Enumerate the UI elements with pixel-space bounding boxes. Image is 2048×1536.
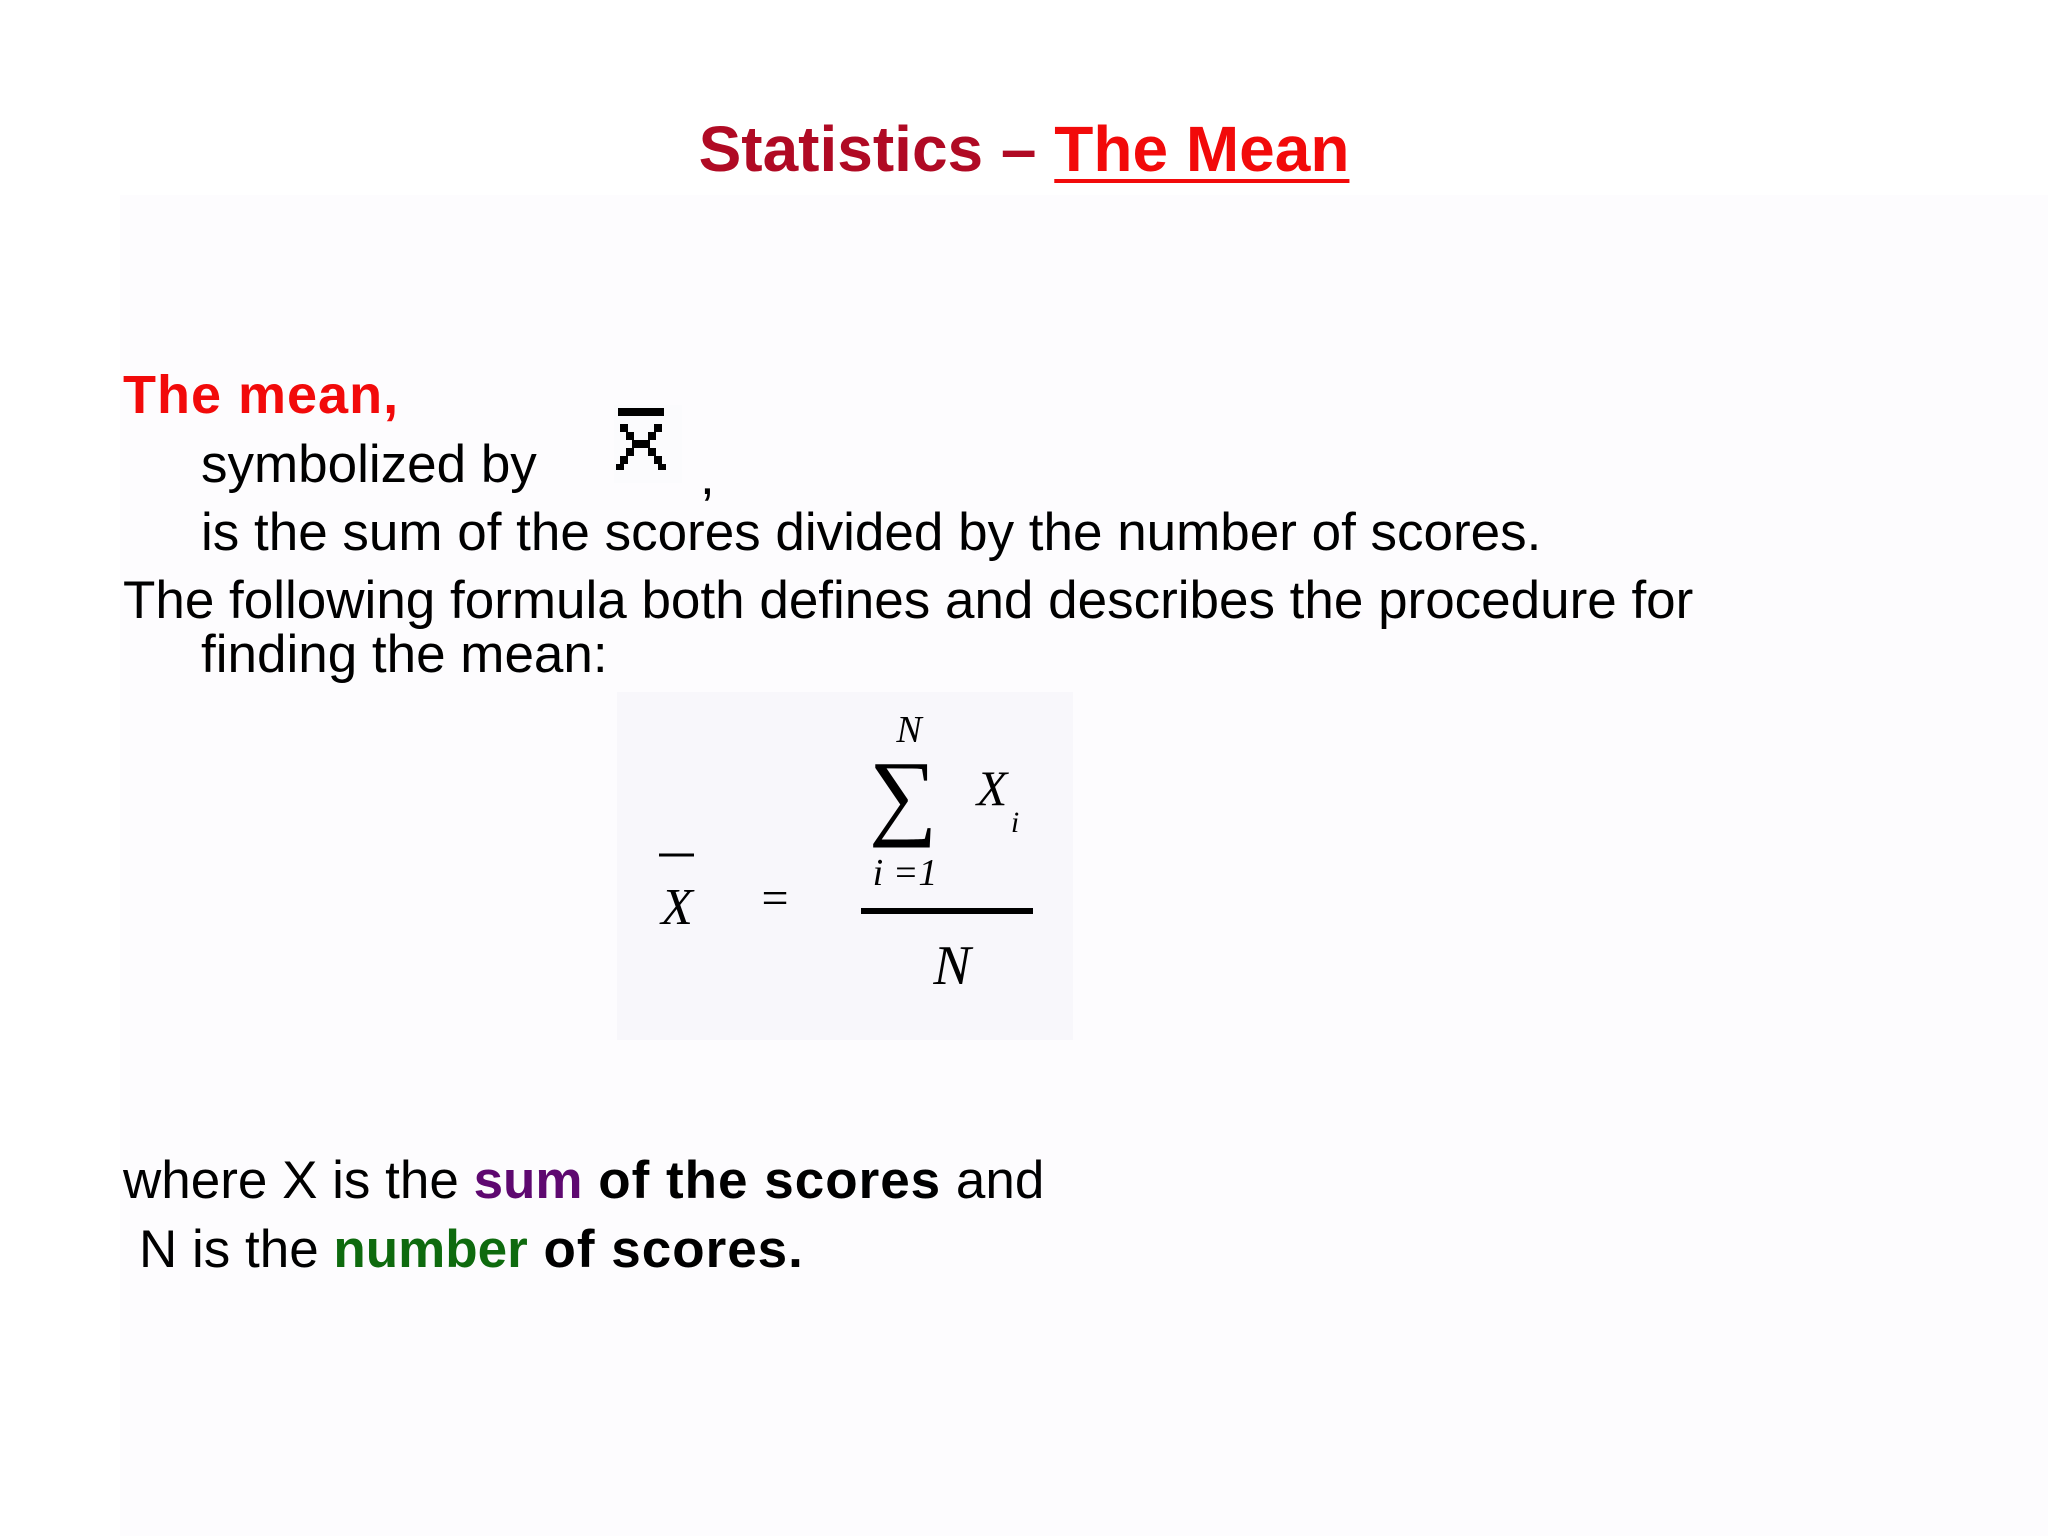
summand: X (976, 760, 1008, 816)
symbol-comma: , (700, 447, 715, 506)
formula-lhs: X (661, 879, 693, 936)
slide-content-panel (120, 195, 2048, 1536)
formula-denominator: N (933, 935, 971, 997)
slide-title (0, 112, 2048, 186)
title-prefix: Statistics – (698, 113, 1055, 185)
title-highlight: The Mean (1054, 113, 1350, 185)
summand-subscript: i (1010, 806, 1020, 839)
x-bar-symbol (614, 405, 682, 483)
formula-intro-line2: finding the mean: (201, 625, 608, 684)
sigma-symbol: ∑ (868, 741, 938, 848)
sum-lower-limit: i =1 (872, 852, 938, 894)
explanation-line1-text: where X is the (123, 1151, 474, 1210)
mean-description: is the sum of the scores divided by the number of scores. (201, 503, 1542, 562)
formula-intro-line1: The following formula both defines and describes the procedure for (123, 571, 1694, 630)
fraction-bar (861, 908, 1033, 914)
sum-term: sum (473, 1151, 583, 1210)
explanation-line2-text: N is the (139, 1220, 334, 1279)
number-term: number (333, 1220, 528, 1279)
explanation-line2 (139, 1220, 804, 1279)
sum-description: of the scores (582, 1151, 942, 1210)
sum-upper-limit: N (896, 709, 922, 751)
number-description: of scores. (527, 1220, 804, 1279)
explanation-line1-end: and (941, 1151, 1045, 1210)
explanation-line1 (123, 1151, 1045, 1210)
mean-heading: The mean, (123, 365, 400, 425)
symbol-label: symbolized by (201, 435, 537, 494)
formula-equals: = (761, 872, 789, 925)
mean-formula (617, 692, 1073, 1040)
